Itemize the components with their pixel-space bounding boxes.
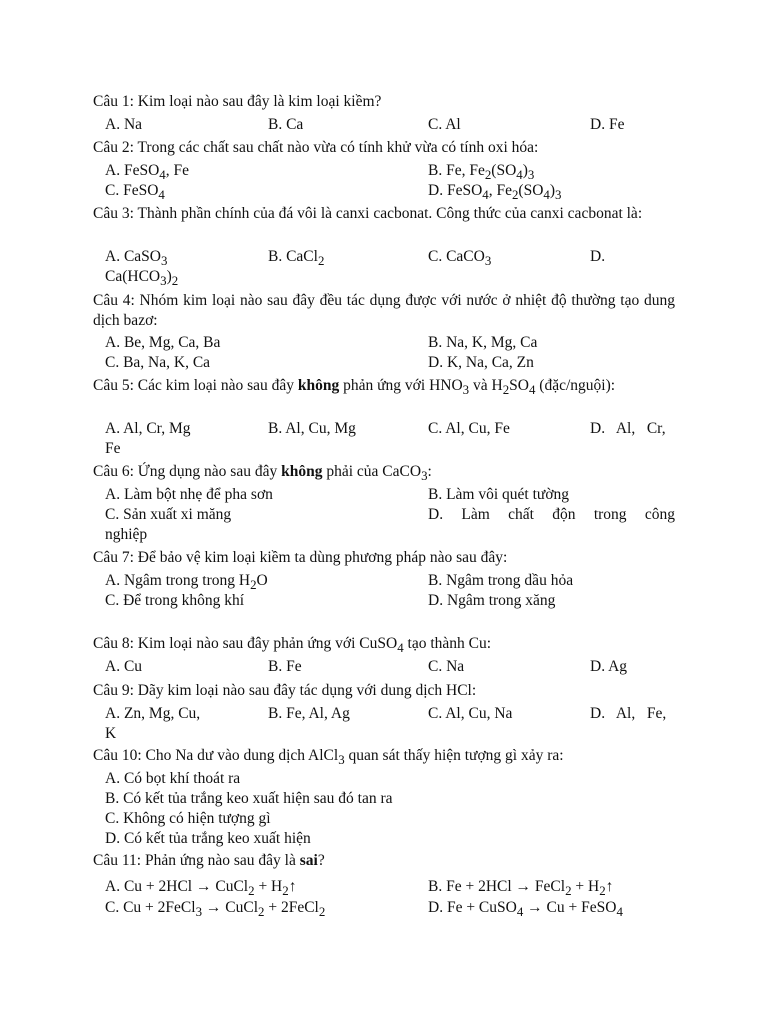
option-d: D. [590, 248, 606, 265]
option-d-continued: $Ca(HCO_3)_2$ [105, 268, 179, 289]
option-d: D. Ag [590, 658, 628, 675]
option-d: D. Làm chất độn trong công [428, 506, 675, 523]
options-3 [105, 247, 675, 267]
option-d-continued: K [105, 725, 117, 742]
options-2a [105, 161, 675, 181]
options-11a [105, 877, 675, 897]
option-a: A. FeSO$_4$, Fe [105, 162, 189, 183]
option-a: A. Có bọt khí thoát ra [105, 770, 241, 787]
question-1: Câu 1: Kim loại nào sau đây là kim loại kiềm? [93, 93, 382, 110]
option-c: C. Na [428, 658, 465, 675]
option-a: A. Zn, Mg, Cu, [105, 705, 201, 722]
options-2b [105, 181, 675, 201]
question-4: Câu 4: Nhóm kim loại nào sau đây đều tác dụng được với nước ở nhiệt độ thường tạo dung dịch bazơ: [93, 292, 675, 329]
option-d: D. Fe [590, 116, 625, 133]
option-c: C. FeSO$_4$ [105, 182, 165, 203]
arrow-icon: → [196, 878, 212, 895]
option-a: A. Cu + 2HCl → CuCl$_2$ + $H_2↑$ [105, 878, 297, 899]
question-7: Câu 7: Để bảo vệ kim loại kiềm ta dùng phương pháp nào sau đây: [93, 549, 508, 566]
options-4a [105, 333, 675, 353]
option-a: A. Ngâm trong trong $H_2O$ [105, 572, 268, 593]
option-c: C. Al, Cu, Fe [428, 420, 510, 437]
option-b: B. Làm vôi quét tường [428, 486, 570, 503]
option-b: B. Có kết tủa trắng keo xuất hiện sau đó tan ra [105, 790, 393, 807]
question-11: Câu 11: Phản ứng nào sau đây là sai? [93, 852, 325, 869]
question-6: Câu 6: Ứng dụng nào sau đây không phải của CaCO$_3$: [93, 463, 432, 484]
option-a: A. Al, Cr, Mg [105, 420, 191, 437]
option-a: A. Cu [105, 658, 143, 675]
option-c: C. Al [428, 116, 461, 133]
option-c: C. Để trong không khí [105, 592, 245, 609]
option-d-continued: nghiệp [105, 526, 148, 543]
gas-up-icon: ↑ [288, 878, 297, 895]
option-c: C. Sản xuất xi măng [105, 506, 232, 523]
option-a: A. CaSO$_3$ [105, 248, 168, 269]
option-b: B. Fe, $Fe_2(SO_4)_3$ [428, 162, 535, 183]
option-d: D. Al, Cr, [590, 420, 666, 437]
option-d: D. Có kết tủa trắng keo xuất hiện [105, 830, 311, 847]
question-10: Câu 10: Cho Na dư vào dung dịch AlCl$_3$ quan sát thấy hiện tượng gì xảy ra: [93, 747, 564, 768]
option-c: C. Cu + 2FeCl$_3$ → CuCl$_2$ + 2FeCl$_2$ [105, 899, 326, 920]
options-6a [105, 485, 675, 505]
question-3: Câu 3: Thành phần chính của đá vôi là canxi cacbonat. Công thức của canxi cacbonat là: [93, 205, 643, 222]
option-a: A. Na [105, 116, 143, 133]
option-d-continued: Fe [105, 440, 121, 457]
option-c: C. Ba, Na, K, Ca [105, 354, 211, 371]
option-d: D. K, Na, Ca, Zn [428, 354, 534, 371]
option-b: B. Na, K, Mg, Ca [428, 334, 538, 351]
option-c: C. Al, Cu, Na [428, 705, 513, 722]
option-b: B. Fe [268, 658, 302, 675]
question-5: Câu 5: Các kim loại nào sau đây không phản ứng với $HNO_3$ và $H_2SO_4$ (đặc/nguội): [93, 377, 616, 398]
option-d: D. FeSO$_4$, $Fe_2(SO_4)_3$ [428, 182, 562, 203]
option-d: D. Al, Fe, [590, 705, 667, 722]
options-7a [105, 571, 675, 591]
options-7b [105, 591, 675, 611]
option-d: D. Fe + CuSO$_4$ → Cu + FeSO$_4$ [428, 899, 623, 920]
arrow-icon: → [527, 899, 543, 916]
option-a: A. Làm bột nhẹ để pha sơn [105, 486, 273, 503]
option-c: C. Không có hiện tượng gì [105, 810, 271, 827]
options-5 [105, 419, 675, 439]
options-4b [105, 353, 675, 373]
options-8 [105, 657, 675, 677]
option-b: B. Fe + 2HCl → FeCl$_2$ + $H_2↑$ [428, 878, 614, 899]
option-b: B. Ngâm trong dầu hỏa [428, 572, 574, 589]
question-9: Câu 9: Dãy kim loại nào sau đây tác dụng với dung dịch HCl: [93, 682, 477, 699]
option-b: B. Fe, Al, Ag [268, 705, 350, 722]
question-2: Câu 2: Trong các chất sau chất nào vừa có tính khử vừa có tính oxi hóa: [93, 139, 539, 156]
option-b: B. CaCl$_2$ [268, 248, 325, 269]
option-a: A. Be, Mg, Ca, Ba [105, 334, 221, 351]
options-9 [105, 704, 675, 724]
arrow-icon: → [515, 878, 532, 895]
option-d-wrap [93, 505, 675, 545]
question-8: Câu 8: Kim loại nào sau đây phản ứng với CuSO$_4$ tạo thành Cu: [93, 635, 492, 656]
option-d: D. Ngâm trong xăng [428, 592, 556, 609]
option-c: C. CaCO$_3$ [428, 248, 492, 269]
option-b: B. Al, Cu, Mg [268, 420, 356, 437]
options-11b [105, 898, 675, 918]
arrow-icon: → [205, 899, 222, 916]
option-b: B. Ca [268, 116, 304, 133]
options-1 [105, 115, 675, 135]
gas-up-icon: ↑ [605, 878, 614, 895]
